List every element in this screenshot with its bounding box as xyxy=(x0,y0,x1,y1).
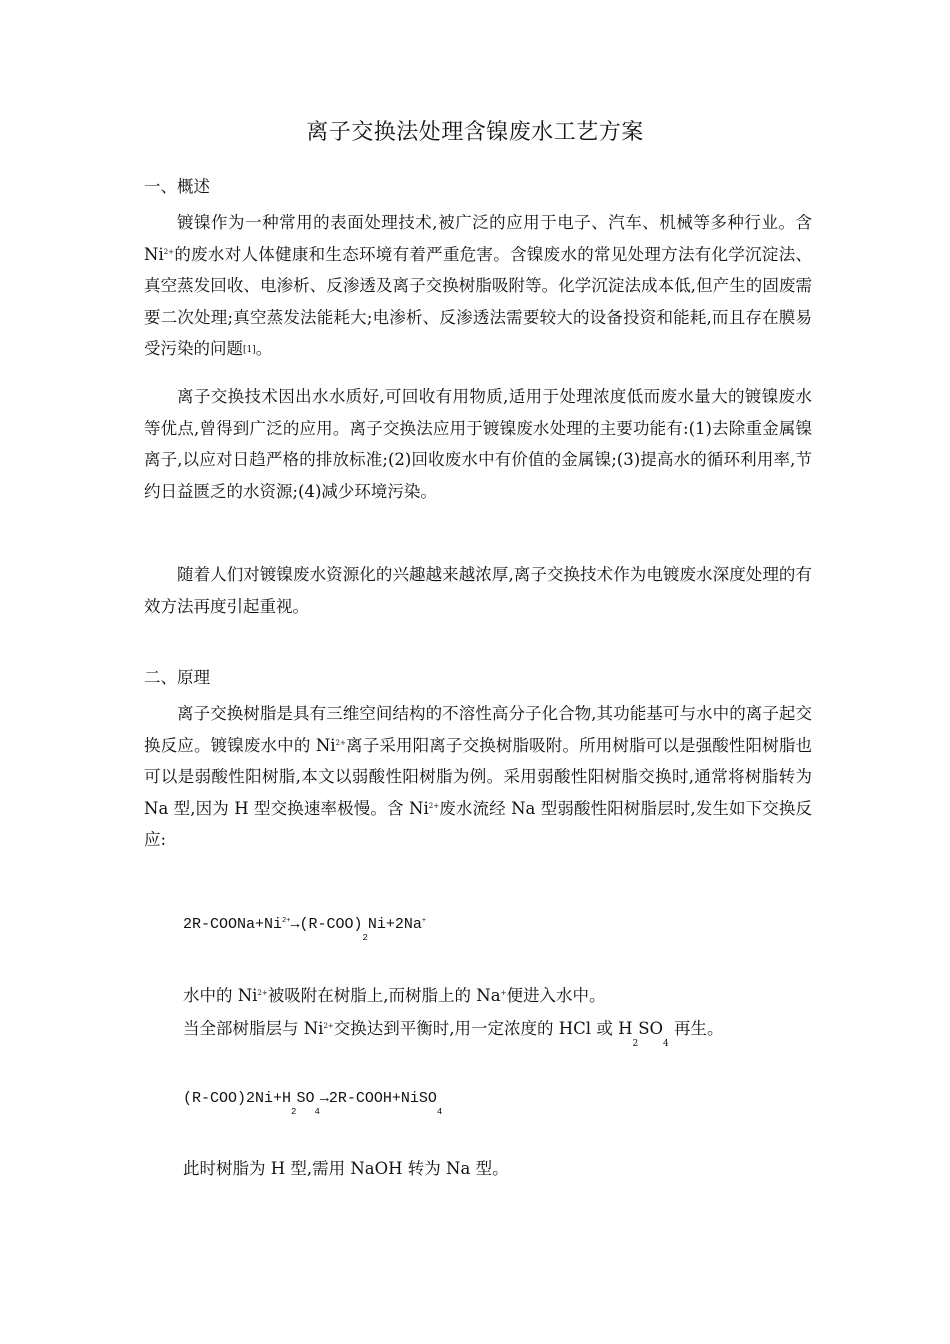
superscript: + xyxy=(500,989,507,997)
subscript: 4 xyxy=(436,1107,443,1117)
eq-term: 2R-COOH+NiSO xyxy=(328,1090,437,1107)
text-line-conversion: 此时树脂为 H 型,需用 NaOH 转为 Na 型。 xyxy=(183,1159,509,1178)
eq-arrow: → xyxy=(319,1090,329,1107)
text-run: 当全部树脂层与 Ni xyxy=(183,1019,324,1038)
text-run: 离子交换树脂是具有三维空间结构的不溶性高分子化合物,其功能基可与水中的离子起交换反应。镀镍废水中的 Ni xyxy=(144,704,812,755)
subscript: 4 xyxy=(663,1039,669,1049)
superscript: 2+ xyxy=(335,738,346,747)
text-run: 便进入水中。 xyxy=(506,986,606,1005)
eq-arrow: → xyxy=(290,916,300,933)
superscript: 2+ xyxy=(428,801,440,810)
text-run: 废水流经 Na 型弱酸性阳树脂层时,发生如下交换反应: xyxy=(144,798,812,849)
text-run: 。 xyxy=(255,339,273,358)
eq-term: (R-COO) xyxy=(299,916,363,933)
subscript: 2 xyxy=(362,933,368,943)
subscript: 4 xyxy=(314,1107,320,1117)
section-heading-overview: 一、概述 xyxy=(144,177,210,196)
text-run: 被吸附在树脂上,而树脂上的 Na xyxy=(267,986,501,1005)
text-run: 镀镍作为一种常用的表面处理技术,被广泛的应用于电子、汽车、机械等多种行业。含 Ni xyxy=(144,213,812,264)
superscript: 2+ xyxy=(282,917,291,925)
text-run: 再生。 xyxy=(668,1019,724,1038)
paragraph-principle-1 xyxy=(144,698,812,856)
paragraph-overview-3: 随着人们对镀镍废水资源化的兴趣越来越浓厚,离子交换技术作为电镀废水深度处理的有效方法再度引起重视。 xyxy=(144,565,812,616)
superscript: 2+ xyxy=(257,989,268,997)
eq-term: SO xyxy=(296,1090,315,1107)
paragraph-overview-2: 离子交换技术因出水水质好,可回收有用物质,适用于处理浓度低而废水量大的镀镍废水等优点,曾得到广泛的应用。离子交换法应用于镀镍废水处理的主要功能有:(1)去除重金属镍离子,以应对日趋严格的排放标准;(2)回收废水中有价值的金属镍;(3)提高水的循环利用率,节约日益匮乏的水资源;(4)减少环境污染。 xyxy=(144,387,812,501)
paragraph-overview-1 xyxy=(144,207,812,367)
citation-ref: [1] xyxy=(243,345,256,355)
text-run: 的废水对人体健康和生态环境有着严重危害。含镍废水的常见处理方法有化学沉淀法、真空蒸发回收、电渗析、反渗透及离子交换树脂吸附等。化学沉淀法成本低,但产生的固废需要二次处理;真空蒸发法能耗大;电渗析、反渗透法需要较大的设备投资和能耗,而且存在膜易受污染的问题 xyxy=(144,244,812,358)
text-run: SO xyxy=(638,1019,664,1038)
eq-term: (R-COO)2Ni+H xyxy=(183,1090,292,1107)
text-run: 水中的 Ni xyxy=(183,986,258,1005)
eq-term: Ni+2Na xyxy=(367,916,422,933)
superscript: 2+ xyxy=(323,1022,334,1030)
document-title: 离子交换法处理含镍废水工艺方案 xyxy=(306,120,644,145)
equation-exchange xyxy=(183,915,427,943)
text-run: 交换达到平衡时,用一定浓度的 HCl 或 H xyxy=(333,1019,633,1038)
text-run: 离子采用阳离子交换树脂吸附。所用树脂可以是强酸性阳树脂也可以是弱酸性阳树脂,本文以弱酸性阳树脂为例。采用弱酸性阳树脂交换时,通常将树脂转为 Na 型,因为 H 型交换速率极慢。含 Ni xyxy=(144,735,813,818)
eq-term: 2R-COONa+Ni xyxy=(183,916,283,933)
section-heading-principle: 二、原理 xyxy=(144,668,210,687)
subscript: 2 xyxy=(291,1107,297,1117)
superscript: + xyxy=(421,917,427,925)
subscript: 2 xyxy=(632,1039,639,1049)
superscript: 2+ xyxy=(163,247,175,256)
text-line-regeneration xyxy=(183,1018,724,1049)
text-line-adsorption xyxy=(183,985,605,1007)
equation-regeneration xyxy=(183,1089,443,1117)
